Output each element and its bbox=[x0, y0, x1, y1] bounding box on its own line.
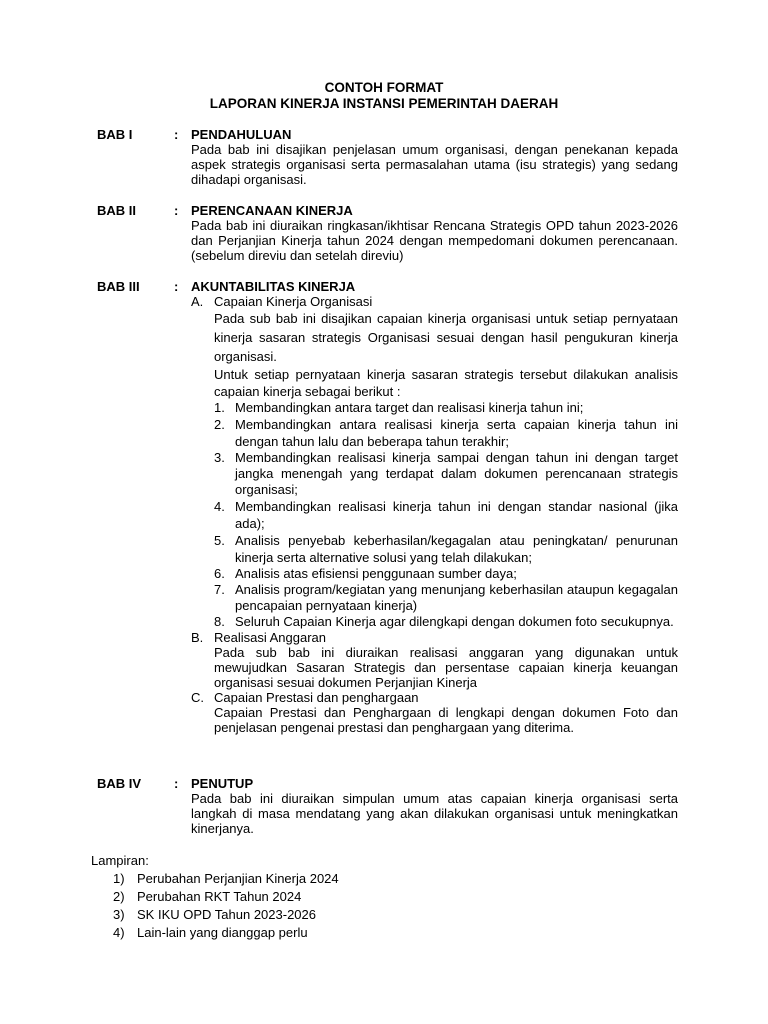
analysis-item: 7. Analisis program/kegiatan yang menunjang keberhasilan ataupun kegagalan pencapaian pernyataan kinerja) bbox=[214, 582, 678, 613]
subsection-a-letter: A. bbox=[191, 294, 204, 309]
subsection-c-letter: C. bbox=[191, 690, 204, 705]
attachment-item: 3) SK IKU OPD Tahun 2023-2026 bbox=[113, 907, 316, 922]
attachment-item: 4) Lain-lain yang dianggap perlu bbox=[113, 925, 308, 940]
bab-4-label: BAB IV bbox=[97, 776, 142, 791]
subsection-b-letter: B. bbox=[191, 630, 204, 645]
subsection-b-title: Realisasi Anggaran bbox=[214, 630, 327, 645]
bab-2-heading: PERENCANAAN KINERJA bbox=[191, 203, 353, 218]
attachment-item: 2) Perubahan RKT Tahun 2024 bbox=[113, 889, 302, 904]
subsection-c-title: Capaian Prestasi dan penghargaan bbox=[214, 690, 419, 705]
bab-1-body: Pada bab ini disajikan penjelasan umum organisasi, dengan penekanan kepada aspek strategis organisasi serta permasalahan utama (isu strategis) yang sedang dihadapi organisasi. bbox=[191, 142, 678, 187]
subsection-c bbox=[191, 690, 678, 735]
analysis-item: 2. Membandingkan antara realisasi kinerja serta capaian kinerja tahun ini dengan tahun lalu dan beberapa tahun terakhir; bbox=[214, 417, 678, 449]
bab-1-heading: PENDAHULUAN bbox=[191, 127, 292, 142]
subsection-a-paragraph-2: Untuk setiap pernyataan kinerja sasaran strategis tersebut dilakukan analisis capaian kinerja sebagai berikut : bbox=[214, 367, 678, 399]
analysis-item: 5. Analisis penyebab keberhasilan/kegagalan atau peningkatan/ penurunan kinerja serta alternative solusi yang telah dilakukan; bbox=[214, 533, 678, 565]
bab-3-heading: AKUNTABILITAS KINERJA bbox=[191, 279, 356, 294]
bab-3-colon: : bbox=[174, 279, 179, 294]
analysis-item: 1. Membandingkan antara target dan realisasi kinerja tahun ini; bbox=[214, 400, 584, 415]
subsection-b bbox=[191, 630, 678, 690]
bab-1-colon: : bbox=[174, 127, 179, 142]
doc-subtitle: LAPORAN KINERJA INSTANSI PEMERINTAH DAERAH bbox=[209, 96, 559, 111]
attachments-section bbox=[91, 852, 691, 942]
bab-4-body: Pada bab ini diuraikan simpulan umum atas capaian kinerja organisasi serta langkah di masa mendatang yang akan dilakukan organisasi untuk meningkatkan kinerjanya. bbox=[191, 791, 678, 836]
analysis-item: 4. Membandingkan realisasi kinerja tahun ini dengan standar nasional (jika ada); bbox=[214, 499, 678, 531]
attachments-label: Lampiran: bbox=[91, 853, 149, 868]
subsection-a-paragraph-1: Pada sub bab ini disajikan capaian kinerja organisasi untuk setiap pernyataan kinerja sasaran strategis Organisasi sesuai dengan hasil pengukuran kinerja organisasi. bbox=[214, 311, 678, 364]
analysis-item: 6. Analisis atas efisiensi penggunaan sumber daya; bbox=[214, 566, 517, 581]
bab-2-colon: : bbox=[174, 203, 179, 218]
attachment-item: 1) Perubahan Perjanjian Kinerja 2024 bbox=[113, 871, 339, 886]
subsection-a bbox=[191, 294, 678, 630]
bab-4-colon: : bbox=[174, 776, 179, 791]
bab-2-label: BAB II bbox=[97, 203, 136, 218]
bab-3-label: BAB III bbox=[97, 279, 140, 294]
bab-4-heading: PENUTUP bbox=[191, 776, 254, 791]
subsection-b-body: Pada sub bab ini diuraikan realisasi anggaran yang digunakan untuk mewujudkan Sasaran Strategis dan persentase capaian kinerja keuangan organisasi sesuai dokumen Perjanjian Kinerja bbox=[214, 645, 678, 690]
analysis-item: 8. Seluruh Capaian Kinerja agar dilengkapi dengan dokumen foto secukupnya. bbox=[214, 614, 674, 629]
subsection-c-body: Capaian Prestasi dan Penghargaan di lengkapi dengan dokumen Foto dan penjelasan pengenai prestasi dan penghargaan yang diterima. bbox=[214, 705, 678, 735]
analysis-item: 3. Membandingkan realisasi kinerja sampai dengan tahun ini dengan target jangka menengah yang terdapat dalam dokumen perencanaan strategis organisasi; bbox=[214, 450, 678, 497]
bab-2-body: Pada bab ini diuraikan ringkasan/ikhtisar Rencana Strategis OPD tahun 2023-2026 dan Perjanjian Kinerja tahun 2024 dengan mempedomani dokumen perencanaan. (sebelum direviu dan setelah direviu) bbox=[191, 218, 678, 263]
subsection-a-title: Capaian Kinerja Organisasi bbox=[214, 294, 373, 309]
doc-title: CONTOH FORMAT bbox=[324, 80, 444, 95]
bab-1-label: BAB I bbox=[97, 127, 133, 142]
